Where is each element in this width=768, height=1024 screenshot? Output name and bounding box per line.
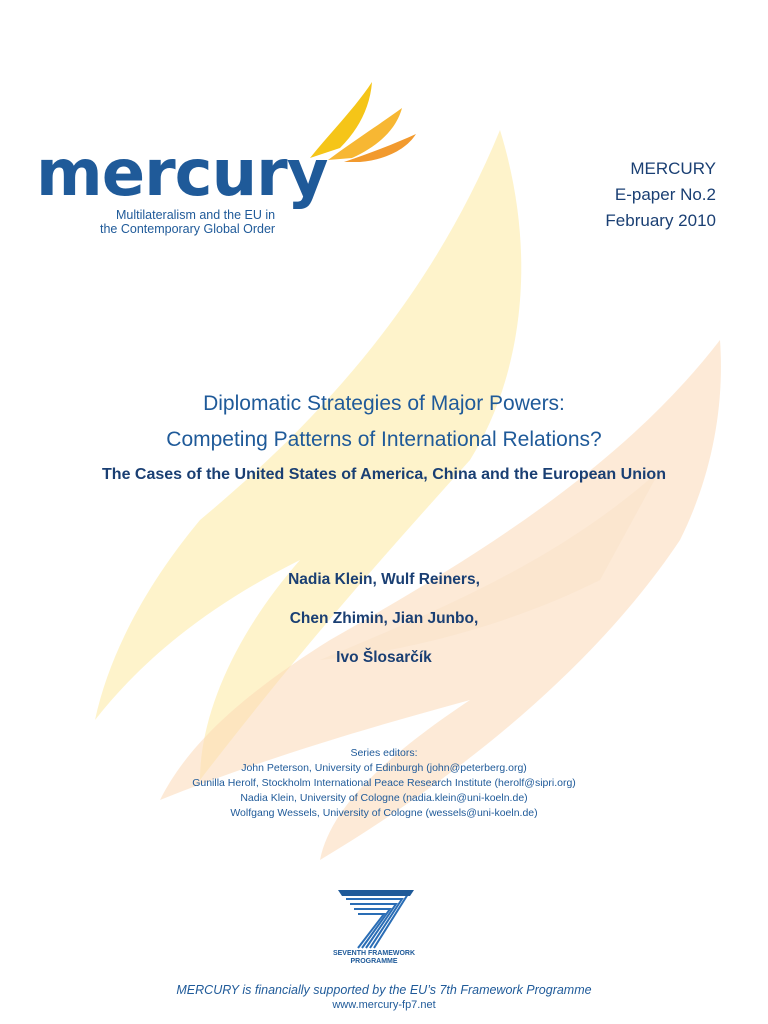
fp7-seven-icon [328, 888, 420, 950]
author-line: Nadia Klein, Wulf Reiners, [288, 571, 480, 588]
editor-entry: Gunilla Herolf, Stockholm International Peace Research Institute (herolf@sipri.org) [192, 777, 576, 789]
author-line: Ivo Šlosarčík [336, 649, 432, 666]
fp7-label-line-2: PROGRAMME [350, 958, 398, 965]
series-name: MERCURY [630, 159, 716, 178]
publication-date: February 2010 [605, 211, 716, 230]
logo-tagline-line-2: the Contemporary Global Order [100, 222, 276, 236]
title-line-1: Diplomatic Strategies of Major Powers: [203, 392, 565, 415]
editors-label: Series editors: [350, 747, 418, 759]
fp7-logo [318, 888, 430, 974]
subtitle: The Cases of the United States of America, China and the European Union [102, 466, 666, 483]
fp7-label-line-1: SEVENTH FRAMEWORK [332, 950, 416, 957]
logo-wordmark: mercury [36, 137, 328, 211]
paper-meta [605, 156, 716, 234]
editor-entry: Wolfgang Wessels, University of Cologne (wessels@uni-koeln.de) [230, 807, 538, 819]
logo-tagline-line-1: Multilateralism and the EU in [115, 208, 276, 222]
title-block [0, 386, 768, 488]
fp7-label [318, 950, 430, 966]
author-line: Chen Zhimin, Jian Junbo, [289, 610, 479, 627]
funding-note: MERCURY is financially supported by the EU’s 7th Framework Programme [176, 983, 592, 997]
title-line-2: Competing Patterns of International Relations? [166, 428, 602, 451]
website-link[interactable]: www.mercury-fp7.net [332, 999, 436, 1011]
authors-block [0, 560, 768, 677]
logo-tagline [100, 208, 275, 236]
editor-entry: Nadia Klein, University of Cologne (nadia.klein@uni-koeln.de) [240, 792, 528, 804]
mercury-logo [36, 78, 356, 238]
series-editors [0, 746, 768, 821]
paper-number: E-paper No.2 [614, 185, 716, 204]
editor-entry: John Peterson, University of Edinburgh (john@peterberg.org) [241, 762, 527, 774]
footer [0, 982, 768, 1012]
